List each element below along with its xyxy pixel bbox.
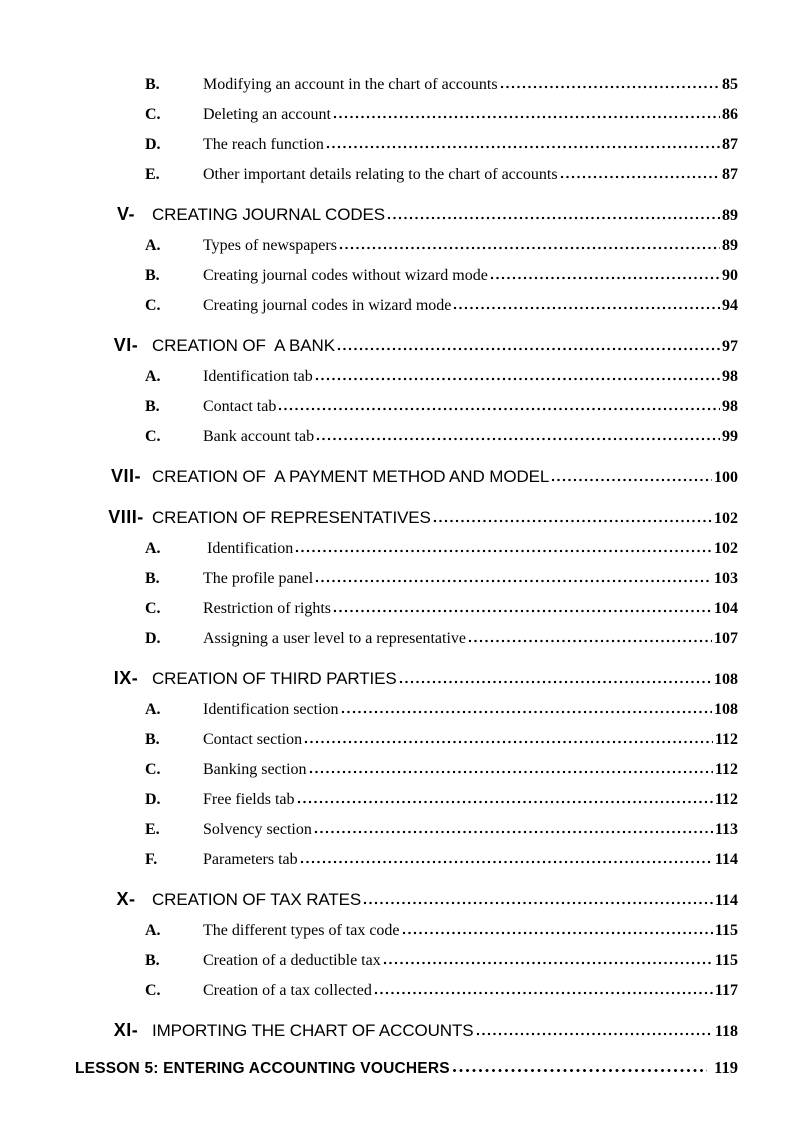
toc-entry-title: Solvency section xyxy=(203,821,312,838)
toc-section-numeral: XI- xyxy=(113,1020,139,1040)
toc-entry-label: C. xyxy=(145,600,161,617)
toc-entry xyxy=(0,362,794,392)
toc-entry xyxy=(0,725,794,755)
dot-leader xyxy=(402,931,713,935)
toc-entry-label: B. xyxy=(145,398,160,415)
toc-entry-page: 117 xyxy=(714,982,738,999)
toc-entry-label: D. xyxy=(145,136,161,153)
dot-leader xyxy=(309,770,713,774)
toc-entry-title: Assigning a user level to a representative xyxy=(203,630,467,647)
toc-entry-label: B. xyxy=(145,76,160,93)
toc-entry xyxy=(0,815,794,845)
toc-entry-title: The different types of tax code xyxy=(203,922,400,939)
toc-entry-page: 113 xyxy=(714,821,738,838)
toc-entry-page: 103 xyxy=(714,570,738,587)
toc-entry-page: 89 xyxy=(722,207,738,224)
dot-leader xyxy=(468,639,712,643)
toc-entry xyxy=(0,261,794,291)
toc-entry-label: B. xyxy=(145,267,160,284)
toc-entry-label: C. xyxy=(145,428,161,445)
toc-entry-label: E. xyxy=(145,166,160,183)
toc-entry xyxy=(0,100,794,130)
dot-leader xyxy=(333,609,712,613)
toc-entry-title: Parameters tab xyxy=(203,851,298,868)
dot-leader xyxy=(383,961,713,965)
toc-entry-page: 108 xyxy=(714,671,738,688)
dot-leader xyxy=(337,347,720,351)
toc-entry-page: 102 xyxy=(714,540,738,557)
dot-leader xyxy=(387,216,720,220)
toc-entry-label: C. xyxy=(145,761,161,778)
toc-entry xyxy=(0,564,794,594)
toc-entry-page: 100 xyxy=(714,469,738,486)
toc-entry-label: C. xyxy=(145,982,161,999)
dot-leader xyxy=(452,1068,707,1073)
toc-section-numeral: VII- xyxy=(110,466,141,486)
toc-section-numeral: X- xyxy=(116,889,136,909)
toc-entry-label: F. xyxy=(145,851,158,868)
toc-entry-label: E. xyxy=(145,821,160,838)
toc-entry xyxy=(0,845,794,875)
toc-entry-label: D. xyxy=(145,791,161,808)
dot-leader xyxy=(399,680,712,684)
toc-entry-title: Deleting an account xyxy=(203,106,331,123)
toc-entry xyxy=(0,422,794,452)
toc-entry xyxy=(0,946,794,976)
toc-entry-title: Creation of a deductible tax xyxy=(203,952,381,969)
toc-entry-page: 87 xyxy=(722,166,738,183)
toc-section-heading xyxy=(0,330,794,362)
toc-entry-page: 98 xyxy=(722,368,738,385)
toc-entry-title: Identification xyxy=(203,540,294,557)
toc-entry xyxy=(0,534,794,564)
toc-entry-page: 87 xyxy=(722,136,738,153)
dot-leader xyxy=(374,991,713,995)
dot-leader xyxy=(300,860,713,864)
toc-entry xyxy=(0,70,794,100)
toc-entry-label: A. xyxy=(145,922,161,939)
toc-entry-title: Creating journal codes without wizard mode xyxy=(203,267,488,284)
toc-entry xyxy=(0,392,794,422)
dot-leader xyxy=(333,115,720,119)
toc-entry-page: 102 xyxy=(714,510,738,527)
toc-entry-page: 104 xyxy=(714,600,738,617)
dot-leader xyxy=(297,800,713,804)
toc-entry-label: A. xyxy=(145,368,161,385)
toc-entry xyxy=(0,755,794,785)
toc-entry xyxy=(0,231,794,261)
toc-lesson-title: LESSON 5: ENTERING ACCOUNTING VOUCHERS xyxy=(75,1060,450,1077)
toc-entry-page: 115 xyxy=(714,922,738,939)
toc-entry-title: The profile panel xyxy=(203,570,314,587)
toc-section-numeral: VIII- xyxy=(108,507,144,527)
toc-entry-page: 98 xyxy=(722,398,738,415)
toc-entry-title: Identification tab xyxy=(203,368,313,385)
toc-entry-label: A. xyxy=(145,540,161,557)
toc-entry-page: 112 xyxy=(714,731,738,748)
toc-entry-label: B. xyxy=(145,952,160,969)
toc-section-heading xyxy=(0,884,794,916)
dot-leader xyxy=(453,306,720,310)
dot-leader xyxy=(433,519,712,523)
toc-entry xyxy=(0,785,794,815)
toc-entry-title: Bank account tab xyxy=(203,428,315,445)
toc-entry-page: 86 xyxy=(722,106,738,123)
toc-section-numeral: IX- xyxy=(113,668,139,688)
toc-entry-title: Types of newspapers xyxy=(203,237,337,254)
toc-section-heading xyxy=(0,199,794,231)
toc-section-title: CREATING JOURNAL CODES xyxy=(152,205,385,224)
toc-entry-title: Creating journal codes in wizard mode xyxy=(203,297,452,314)
dot-leader xyxy=(278,407,720,411)
toc-entry xyxy=(0,160,794,190)
toc-entry-label: D. xyxy=(145,630,161,647)
toc-entry-title: Contact section xyxy=(203,731,303,748)
toc-entry-page: 90 xyxy=(722,267,738,284)
toc-entry xyxy=(0,695,794,725)
toc-entry-page: 112 xyxy=(714,761,738,778)
toc-entry-label: C. xyxy=(145,297,161,314)
toc-entry-page: 85 xyxy=(722,76,738,93)
toc-section-numeral: VI- xyxy=(113,335,139,355)
toc-entry-page: 118 xyxy=(714,1023,738,1040)
toc-entry-label: A. xyxy=(145,701,161,718)
dot-leader xyxy=(363,901,713,905)
dot-leader xyxy=(315,377,720,381)
toc-section-heading xyxy=(0,502,794,534)
toc-entry-title: Other important details relating to the chart of accounts xyxy=(203,166,558,183)
dot-leader xyxy=(551,478,712,482)
toc-lesson-heading xyxy=(0,1053,794,1084)
toc-entry-page: 115 xyxy=(714,952,738,969)
dot-leader xyxy=(304,740,713,744)
toc-entry xyxy=(0,976,794,1006)
toc-entry-title: Banking section xyxy=(203,761,307,778)
toc-entry xyxy=(0,624,794,654)
toc-entry xyxy=(0,291,794,321)
toc-entry xyxy=(0,594,794,624)
toc-section-title: CREATION OF TAX RATES xyxy=(152,890,362,909)
toc-entry-title: Contact tab xyxy=(203,398,277,415)
toc-section-title: CREATION OF REPRESENTATIVES xyxy=(152,508,431,527)
toc-section-heading xyxy=(0,461,794,493)
dot-leader xyxy=(560,175,720,179)
toc-entry xyxy=(0,130,794,160)
toc-entry-page: 99 xyxy=(722,428,738,445)
toc-entry-page: 119 xyxy=(714,1058,738,1077)
toc-entry-label: B. xyxy=(145,731,160,748)
toc-entry-title: Identification section xyxy=(203,701,339,718)
toc-entry-title: Free fields tab xyxy=(203,791,295,808)
toc-entry-page: 107 xyxy=(714,630,738,647)
toc-section-heading xyxy=(0,663,794,695)
toc-section-title: CREATION OF THIRD PARTIES xyxy=(152,669,397,688)
dot-leader xyxy=(476,1032,713,1036)
dot-leader xyxy=(500,85,720,89)
toc-section-heading xyxy=(0,1015,794,1047)
toc-entry-label: A. xyxy=(145,237,161,254)
toc-section-numeral: V- xyxy=(116,204,135,224)
toc-section-title: CREATION OF A BANK xyxy=(152,336,335,355)
toc-entry-page: 114 xyxy=(714,892,738,909)
toc-entry-page: 89 xyxy=(722,237,738,254)
toc-entry-title: Creation of a tax collected xyxy=(203,982,372,999)
dot-leader xyxy=(490,276,720,280)
toc-entry-page: 97 xyxy=(722,338,738,355)
toc-entry-page: 114 xyxy=(714,851,738,868)
toc-entry-title: Modifying an account in the chart of accounts xyxy=(203,76,498,93)
dot-leader xyxy=(341,710,712,714)
dot-leader xyxy=(295,549,712,553)
dot-leader xyxy=(316,437,720,441)
toc-entry-page: 112 xyxy=(714,791,738,808)
toc-entry-title: Restriction of rights xyxy=(203,600,331,617)
toc-entry-page: 94 xyxy=(722,297,738,314)
toc-entry xyxy=(0,916,794,946)
dot-leader xyxy=(339,246,720,250)
dot-leader xyxy=(315,579,712,583)
toc-entry-label: C. xyxy=(145,106,161,123)
dot-leader xyxy=(314,830,713,834)
dot-leader xyxy=(326,145,720,149)
toc-section-title: IMPORTING THE CHART OF ACCOUNTS xyxy=(152,1021,474,1040)
toc-entry-page: 108 xyxy=(714,701,738,718)
toc-entry-title: The reach function xyxy=(203,136,324,153)
toc-entry-label: B. xyxy=(145,570,160,587)
toc-section-title: CREATION OF A PAYMENT METHOD AND MODEL xyxy=(152,467,550,486)
